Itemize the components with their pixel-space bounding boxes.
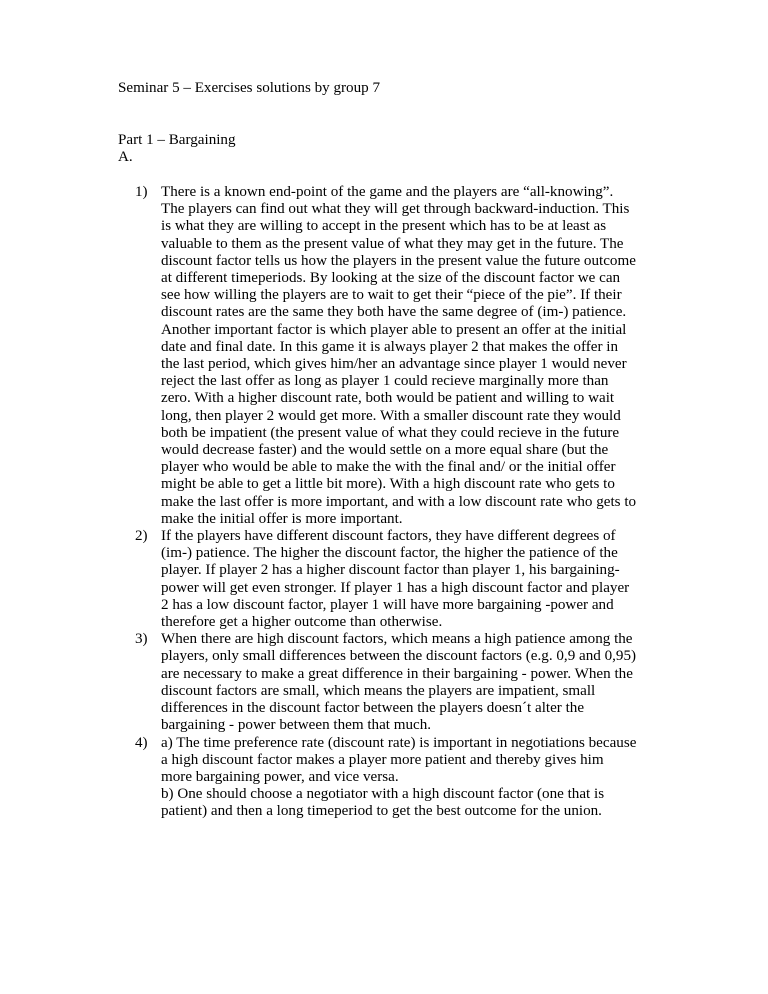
paragraph-line: at different timeperiods. By looking at the size of the discount factor we can (161, 270, 621, 287)
paragraph-line: discount factor tells us how the players in the present value the future outcome (161, 252, 636, 269)
list-item (135, 734, 661, 821)
paragraph-line: are necessary to make a great difference in their bargaining - power. When the (161, 665, 633, 682)
paragraph-line: make the initial offer is more important. (161, 510, 403, 527)
list-item-number: 1) (135, 184, 148, 200)
paragraph-line: is what they are willing to accept in the present which has to be at least as (161, 218, 607, 235)
paragraph-line: therefore get a higher outcome than otherwise. (161, 614, 443, 631)
list-item (135, 631, 661, 734)
list-item-number: 4) (135, 734, 148, 751)
paragraph-line: player who would be able to make the with the final and/ or the initial offer (161, 459, 616, 476)
paragraph-line: see how willing the players are to wait to get their “piece of the pie”. If their (161, 287, 622, 304)
paragraph-line: date and final date. In this game it is always player 2 that makes the offer in (161, 338, 618, 355)
section-label: A. (118, 149, 133, 165)
document-title: Seminar 5 – Exercises solutions by group 7 (118, 80, 381, 96)
paragraph-line: patient) and then a long timeperiod to get the best outcome for the union. (161, 803, 602, 820)
paragraph-line: b) One should choose a negotiator with a high discount factor (one that is (161, 786, 605, 803)
paragraph-line: discount rates are the same they both have the same degree of (im-) patience. (161, 304, 627, 321)
part-heading: Part 1 – Bargaining (118, 132, 236, 148)
paragraph-line: Another important factor is which player able to present an offer at the initial (161, 321, 627, 338)
paragraph-line: a high discount factor makes a player more patient and thereby gives him (161, 751, 604, 768)
paragraph-line: zero. With a higher discount rate, both would be patient and willing to wait (161, 390, 615, 407)
paragraph-line: might be able to get a little bit more). With a high discount rate who gets to (161, 476, 615, 493)
list-item (135, 184, 661, 528)
paragraph-line: The players can find out what they will get through backward-induction. This (161, 201, 630, 218)
paragraph-line: both be impatient (the present value of what they could recieve in the future (161, 424, 620, 441)
paragraph-line: a) The time preference rate (discount rate) is important in negotiations because (161, 734, 637, 751)
paragraph-line: If the players have different discount factors, they have different degrees of (161, 528, 616, 545)
paragraph-line: discount factors are small, which means the players are impatient, small (161, 682, 596, 699)
list-item-number: 2) (135, 528, 148, 545)
paragraph-line: differences in the discount factor between the players doesn´t alter the (161, 700, 585, 717)
list-item (135, 528, 661, 631)
numbered-list (135, 184, 661, 821)
paragraph-line: would decrease faster) and the would settle on a more equal share (but the (161, 442, 609, 459)
paragraph-line: There is a known end-point of the game and the players are “all-knowing”. (161, 184, 614, 200)
paragraph-line: bargaining - power between them that much. (161, 717, 432, 734)
paragraph-line: valuable to them as the present value of what they may get in the future. The (161, 235, 624, 252)
paragraph-line: reject the last offer as long as player 1 could recieve marginally more than (161, 373, 609, 390)
paragraph-line: long, then player 2 would get more. With a smaller discount rate they would (161, 407, 621, 424)
paragraph-line: make the last offer is more important, and with a low discount rate who gets to (161, 493, 637, 510)
list-item-number: 3) (135, 631, 148, 648)
paragraph-line: more bargaining power, and vice versa. (161, 768, 399, 785)
paragraph-line: power will get even stronger. If player 1 has a high discount factor and player (161, 579, 630, 596)
paragraph-line: When there are high discount factors, which means a high patience among the (161, 631, 633, 648)
paragraph-line: the last period, which gives him/her an advantage since player 1 would never (161, 356, 627, 373)
paragraph-line: player. If player 2 has a higher discount factor than player 1, his bargaining- (161, 562, 620, 579)
paragraph-line: (im-) patience. The higher the discount factor, the higher the patience of the (161, 545, 618, 562)
paragraph-line: players, only small differences between the discount factors (e.g. 0,9 and 0,95) (161, 648, 637, 665)
paragraph-line: 2 has a low discount factor, player 1 will have more bargaining -power and (161, 596, 614, 613)
